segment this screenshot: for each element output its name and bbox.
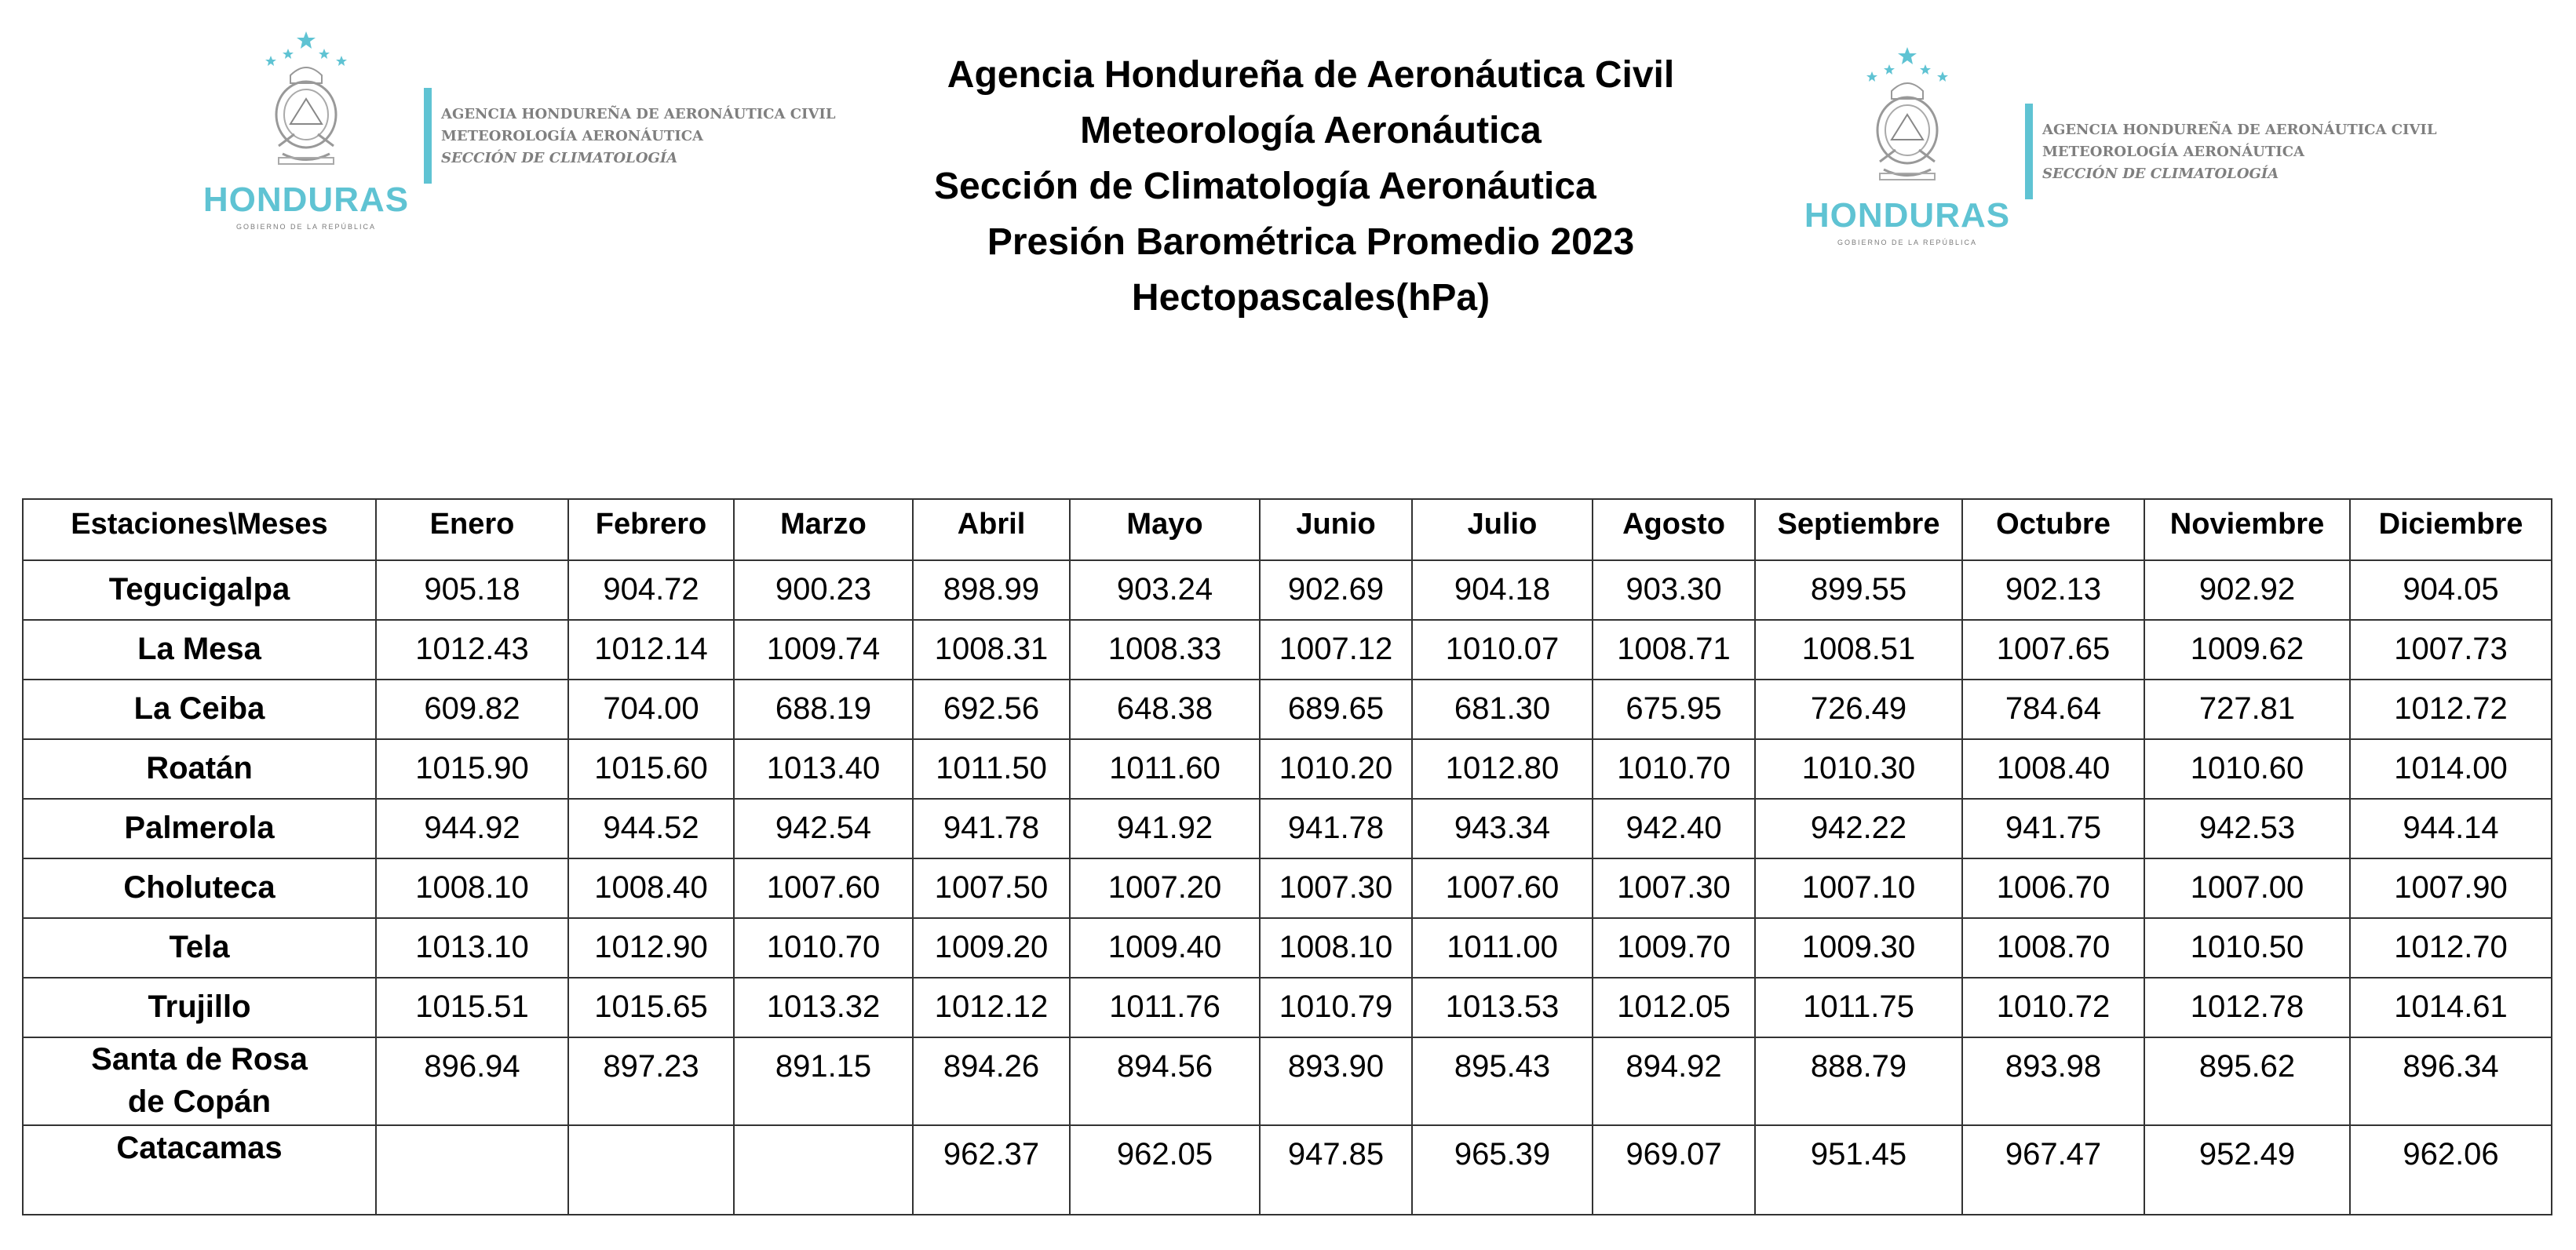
table-cell: 942.54 — [734, 799, 913, 858]
table-cell: 1010.50 — [2144, 918, 2350, 978]
table-cell: 1013.40 — [734, 739, 913, 799]
table-cell: 1007.10 — [1755, 858, 1962, 918]
logo-text-line1: AGENCIA HONDUREÑA DE AERONÁUTICA CIVIL — [441, 106, 836, 122]
table-cell: 903.24 — [1070, 560, 1260, 620]
logo-divider — [2025, 104, 2033, 199]
column-header: Diciembre — [2350, 499, 2552, 560]
pressure-table — [22, 498, 2552, 1215]
table-cell: 1012.43 — [376, 620, 568, 680]
table-cell: 1007.60 — [1412, 858, 1593, 918]
table-cell: 899.55 — [1755, 560, 1962, 620]
table-cell: 896.34 — [2350, 1037, 2552, 1125]
table-cell: 1009.20 — [913, 918, 1070, 978]
table-row — [23, 1125, 2552, 1215]
table-cell: 897.23 — [568, 1037, 734, 1125]
table-cell: 1012.72 — [2350, 680, 2552, 739]
logo-text-line3: SECCIÓN DE CLIMATOLOGÍA — [441, 150, 678, 166]
title-units: Hectopascales(hPa) — [1131, 277, 1491, 319]
table-cell: 1010.70 — [1593, 739, 1755, 799]
table-cell: 1007.20 — [1070, 858, 1260, 918]
station-name — [23, 1037, 376, 1125]
table-cell: 1012.70 — [2350, 918, 2552, 978]
table-cell: 1011.60 — [1070, 739, 1260, 799]
table-cell: 1009.62 — [2144, 620, 2350, 680]
table-cell: 947.85 — [1260, 1125, 1412, 1215]
table-cell: 905.18 — [376, 560, 568, 620]
logo-text — [2042, 119, 2437, 185]
column-header: Enero — [376, 499, 568, 560]
table-cell: 689.65 — [1260, 680, 1412, 739]
table-row — [23, 858, 2552, 918]
table-cell: 1011.75 — [1755, 978, 1962, 1037]
station-name: Palmerola — [23, 799, 376, 858]
table-row — [23, 739, 2552, 799]
table-cell: 965.39 — [1412, 1125, 1593, 1215]
table-cell: 1008.10 — [1260, 918, 1412, 978]
table-cell: 1007.65 — [1962, 620, 2144, 680]
table-cell: 609.82 — [376, 680, 568, 739]
table-cell: 1015.51 — [376, 978, 568, 1037]
table-cell: 1007.73 — [2350, 620, 2552, 680]
honduras-emblem — [1797, 44, 2017, 246]
table-cell: 1011.00 — [1412, 918, 1593, 978]
coat-of-arms-icon — [1856, 44, 1958, 201]
table-cell: 1008.40 — [1962, 739, 2144, 799]
table-cell: 944.92 — [376, 799, 568, 858]
table-row — [23, 918, 2552, 978]
table-cell: 1010.07 — [1412, 620, 1593, 680]
table-cell: 1010.72 — [1962, 978, 2144, 1037]
column-header: Mayo — [1070, 499, 1260, 560]
column-header: Abril — [913, 499, 1070, 560]
table-cell: 904.05 — [2350, 560, 2552, 620]
table-header-row — [23, 499, 2552, 560]
coat-of-arms-icon — [255, 28, 357, 185]
table-cell: 1007.00 — [2144, 858, 2350, 918]
table-cell: 1008.40 — [568, 858, 734, 918]
table-cell: 1007.90 — [2350, 858, 2552, 918]
table-cell: 1014.61 — [2350, 978, 2552, 1037]
table-cell: 784.64 — [1962, 680, 2144, 739]
table-cell: 1010.70 — [734, 918, 913, 978]
table-cell: 893.90 — [1260, 1037, 1412, 1125]
table-cell: 1010.20 — [1260, 739, 1412, 799]
honduras-emblem — [196, 28, 416, 231]
table-cell: 1009.74 — [734, 620, 913, 680]
table-cell: 1013.10 — [376, 918, 568, 978]
table-cell: 894.92 — [1593, 1037, 1755, 1125]
column-header: Octubre — [1962, 499, 2144, 560]
column-header: Noviembre — [2144, 499, 2350, 560]
table-cell: 1007.60 — [734, 858, 913, 918]
table-cell: 1015.60 — [568, 739, 734, 799]
table-cell: 675.95 — [1593, 680, 1755, 739]
logo-divider — [424, 88, 432, 184]
column-header: Marzo — [734, 499, 913, 560]
logo-left — [196, 28, 836, 231]
title-report: Presión Barométrica Promedio 2023 — [987, 221, 1635, 263]
table-cell: 904.18 — [1412, 560, 1593, 620]
honduras-wordmark: HONDURAS — [203, 180, 410, 219]
table-cell: 888.79 — [1755, 1037, 1962, 1125]
table-cell: 1011.76 — [1070, 978, 1260, 1037]
table-cell: 1009.70 — [1593, 918, 1755, 978]
table-cell: 1012.80 — [1412, 739, 1593, 799]
column-header: Estaciones\Meses — [23, 499, 376, 560]
table-cell: 681.30 — [1412, 680, 1593, 739]
title-meteorology: Meteorología Aeronáutica — [1080, 110, 1542, 151]
table-cell: 896.94 — [376, 1037, 568, 1125]
column-header: Agosto — [1593, 499, 1755, 560]
table-cell: 692.56 — [913, 680, 1070, 739]
table-cell: 944.52 — [568, 799, 734, 858]
table-cell: 944.14 — [2350, 799, 2552, 858]
table-cell: 1012.78 — [2144, 978, 2350, 1037]
station-name-line1: Santa de Rosa — [91, 1042, 308, 1077]
table-cell: 941.78 — [1260, 799, 1412, 858]
column-header: Septiembre — [1755, 499, 1962, 560]
table-cell: 727.81 — [2144, 680, 2350, 739]
table-cell: 1010.30 — [1755, 739, 1962, 799]
table-cell: 1006.70 — [1962, 858, 2144, 918]
table-cell: 704.00 — [568, 680, 734, 739]
table-cell: 893.98 — [1962, 1037, 2144, 1125]
table-cell: 648.38 — [1070, 680, 1260, 739]
table-cell: 898.99 — [913, 560, 1070, 620]
table-cell: 1010.79 — [1260, 978, 1412, 1037]
column-header: Junio — [1260, 499, 1412, 560]
table-cell: 895.62 — [2144, 1037, 2350, 1125]
table-row — [23, 620, 2552, 680]
table-cell: 962.06 — [2350, 1125, 2552, 1215]
table-row — [23, 1037, 2552, 1125]
station-name: La Mesa — [23, 620, 376, 680]
table-cell: 891.15 — [734, 1037, 913, 1125]
logo-text-line2: METEOROLOGÍA AERONÁUTICA — [2042, 144, 2304, 160]
table-cell — [568, 1125, 734, 1215]
table-cell: 904.72 — [568, 560, 734, 620]
table-cell: 951.45 — [1755, 1125, 1962, 1215]
table-cell: 1008.51 — [1755, 620, 1962, 680]
table-cell: 900.23 — [734, 560, 913, 620]
table-cell: 1008.10 — [376, 858, 568, 918]
table-cell: 942.22 — [1755, 799, 1962, 858]
title-section: Sección de Climatología Aeronáutica — [934, 166, 1596, 207]
table-cell: 952.49 — [2144, 1125, 2350, 1215]
station-name: Roatán — [23, 739, 376, 799]
gobierno-subtitle: GOBIERNO DE LA REPÚBLICA — [235, 223, 377, 231]
table-cell — [734, 1125, 913, 1215]
table-cell: 903.30 — [1593, 560, 1755, 620]
table-cell: 1015.65 — [568, 978, 734, 1037]
document-title — [863, 47, 1758, 326]
table-cell: 1007.50 — [913, 858, 1070, 918]
table-cell: 942.53 — [2144, 799, 2350, 858]
station-name: Trujillo — [23, 978, 376, 1037]
table-row — [23, 799, 2552, 858]
table-cell — [376, 1125, 568, 1215]
station-name: La Ceiba — [23, 680, 376, 739]
table-cell: 1010.60 — [2144, 739, 2350, 799]
table-cell: 1012.05 — [1593, 978, 1755, 1037]
honduras-wordmark: HONDURAS — [1804, 196, 2011, 235]
table-cell: 1008.70 — [1962, 918, 2144, 978]
table-cell: 1011.50 — [913, 739, 1070, 799]
table-cell: 895.43 — [1412, 1037, 1593, 1125]
table-cell: 967.47 — [1962, 1125, 2144, 1215]
column-header: Julio — [1412, 499, 1593, 560]
table-cell: 1009.40 — [1070, 918, 1260, 978]
table-cell: 1012.12 — [913, 978, 1070, 1037]
table-row — [23, 680, 2552, 739]
title-agency: Agencia Hondureña de Aeronáutica Civil — [947, 54, 1675, 96]
table-cell: 1008.71 — [1593, 620, 1755, 680]
table-cell: 1012.14 — [568, 620, 734, 680]
table-cell: 902.92 — [2144, 560, 2350, 620]
table-cell: 726.49 — [1755, 680, 1962, 739]
table-cell: 962.37 — [913, 1125, 1070, 1215]
table-cell: 1013.32 — [734, 978, 913, 1037]
table-cell: 1014.00 — [2350, 739, 2552, 799]
station-name: Choluteca — [23, 858, 376, 918]
table-cell: 941.92 — [1070, 799, 1260, 858]
table-cell: 1007.30 — [1260, 858, 1412, 918]
table-cell: 941.75 — [1962, 799, 2144, 858]
table-cell: 894.26 — [913, 1037, 1070, 1125]
logo-text-line2: METEOROLOGÍA AERONÁUTICA — [441, 128, 703, 144]
station-name: Tela — [23, 918, 376, 978]
table-cell: 1013.53 — [1412, 978, 1593, 1037]
table-cell: 1007.30 — [1593, 858, 1755, 918]
table-cell: 969.07 — [1593, 1125, 1755, 1215]
station-name: Catacamas — [23, 1125, 376, 1215]
table-cell: 902.13 — [1962, 560, 2144, 620]
logo-text-line1: AGENCIA HONDUREÑA DE AERONÁUTICA CIVIL — [2042, 122, 2437, 138]
logo-right — [1797, 44, 2437, 246]
table-cell: 1009.30 — [1755, 918, 1962, 978]
station-name-line2: de Copán — [127, 1084, 272, 1119]
table-cell: 941.78 — [913, 799, 1070, 858]
table-cell: 894.56 — [1070, 1037, 1260, 1125]
table-row — [23, 978, 2552, 1037]
table-cell: 943.34 — [1412, 799, 1593, 858]
table-cell: 1015.90 — [376, 739, 568, 799]
table-cell: 942.40 — [1593, 799, 1755, 858]
logo-text-line3: SECCIÓN DE CLIMATOLOGÍA — [2042, 166, 2279, 182]
table-cell: 688.19 — [734, 680, 913, 739]
table-cell: 1007.12 — [1260, 620, 1412, 680]
table-row — [23, 560, 2552, 620]
table-cell: 1008.33 — [1070, 620, 1260, 680]
table-cell: 902.69 — [1260, 560, 1412, 620]
table-cell: 1012.90 — [568, 918, 734, 978]
table-cell: 1008.31 — [913, 620, 1070, 680]
gobierno-subtitle: GOBIERNO DE LA REPÚBLICA — [1837, 239, 1978, 246]
table-cell: 962.05 — [1070, 1125, 1260, 1215]
logo-text — [441, 104, 836, 169]
column-header: Febrero — [568, 499, 734, 560]
station-name: Tegucigalpa — [23, 560, 376, 620]
